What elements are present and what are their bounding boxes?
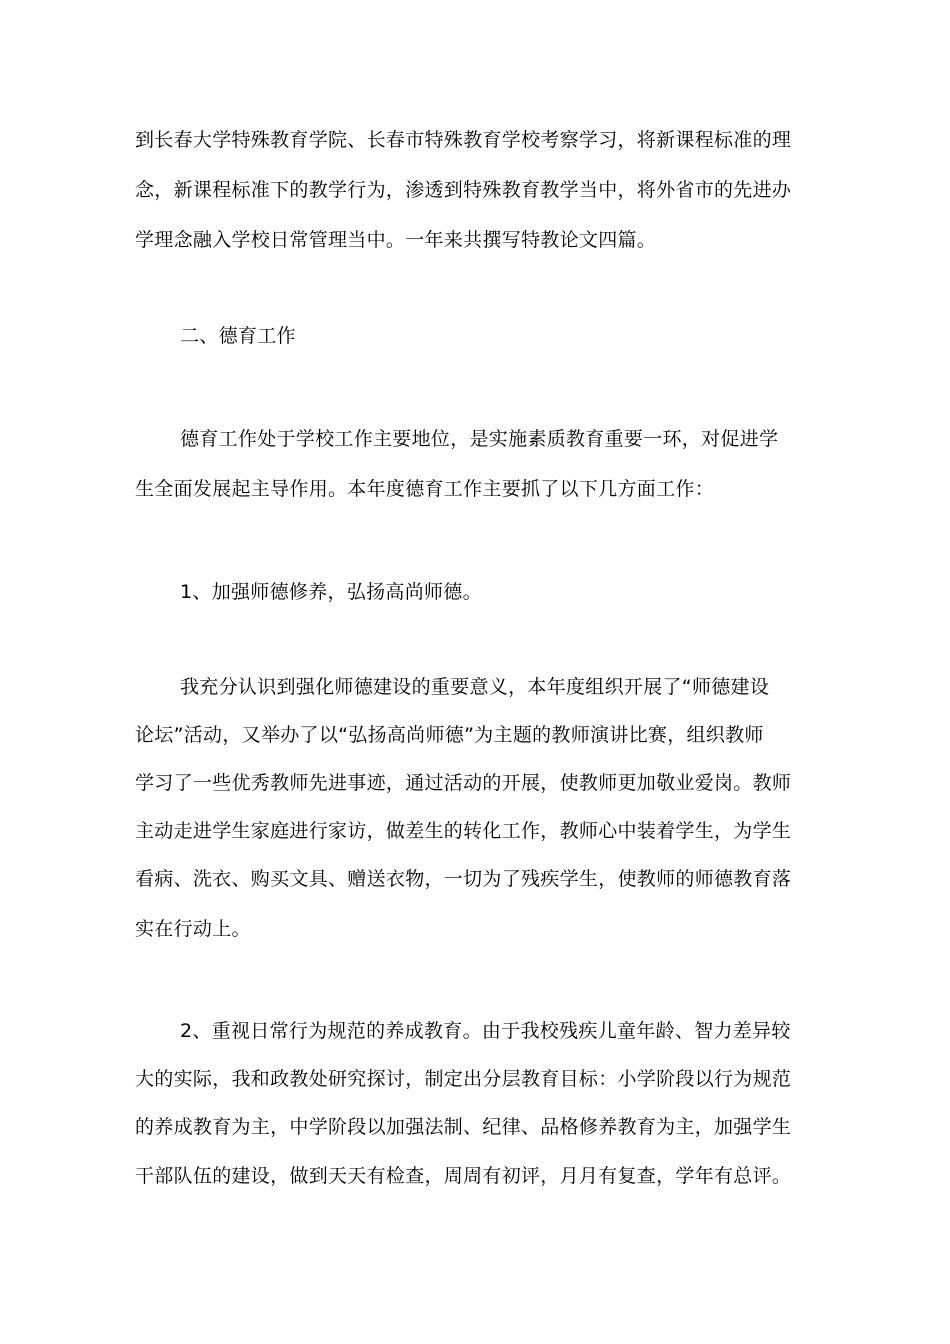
section-heading: 二、德育工作: [180, 325, 296, 347]
paragraph-line: 学习了一些优秀教师先进事迹，通过活动的开展，使教师更加敬业爱岗。教师: [135, 772, 792, 794]
paragraph-line: 干部队伍的建设，做到天天有检查，周周有初评，月月有复查，学年有总评。: [135, 1165, 792, 1187]
paragraph-line: 论坛”活动，又举办了以“弘扬高尚师德”为主题的教师演讲比赛，组织教师: [135, 724, 764, 746]
paragraph-line: 我充分认识到强化师德建设的重要意义，本年度组织开展了“师德建设: [180, 676, 770, 698]
paragraph-line: 到长春大学特殊教育学院、长春市特殊教育学校考察学习，将新课程标准的理: [135, 129, 792, 151]
paragraph-line: 2、重视日常行为规范的养成教育。由于我校残疾儿童年龄、智力差异较: [180, 1020, 791, 1042]
paragraph-line: 学理念融入学校日常管理当中。一年来共撰写特教论文四篇。: [135, 229, 657, 251]
paragraph-line: 念，新课程标准下的教学行为，渗透到特殊教育教学当中，将外省市的先进办: [135, 179, 792, 201]
subsection-heading: 1、加强师德修养，弘扬高尚师德。: [180, 581, 482, 603]
paragraph-line: 实在行动上。: [135, 918, 251, 940]
paragraph-line: 大的实际，我和政教处研究探讨，制定出分层教育目标：小学阶段以行为规范: [135, 1068, 792, 1090]
paragraph-line: 看病、洗衣、购买文具、赠送衣物，一切为了残疾学生，使教师的师德教育落: [135, 868, 792, 890]
paragraph-line: 生全面发展起主导作用。本年度德育工作主要抓了以下几方面工作：: [135, 478, 715, 500]
paragraph-line: 的养成教育为主，中学阶段以加强法制、纪律、品格修养教育为主，加强学生: [135, 1116, 792, 1138]
paragraph-line: 德育工作处于学校工作主要地位，是实施素质教育重要一环，对促进学: [180, 428, 779, 450]
paragraph-line: 主动走进学生家庭进行家访，做差生的转化工作，教师心中装着学生，为学生: [135, 820, 792, 842]
